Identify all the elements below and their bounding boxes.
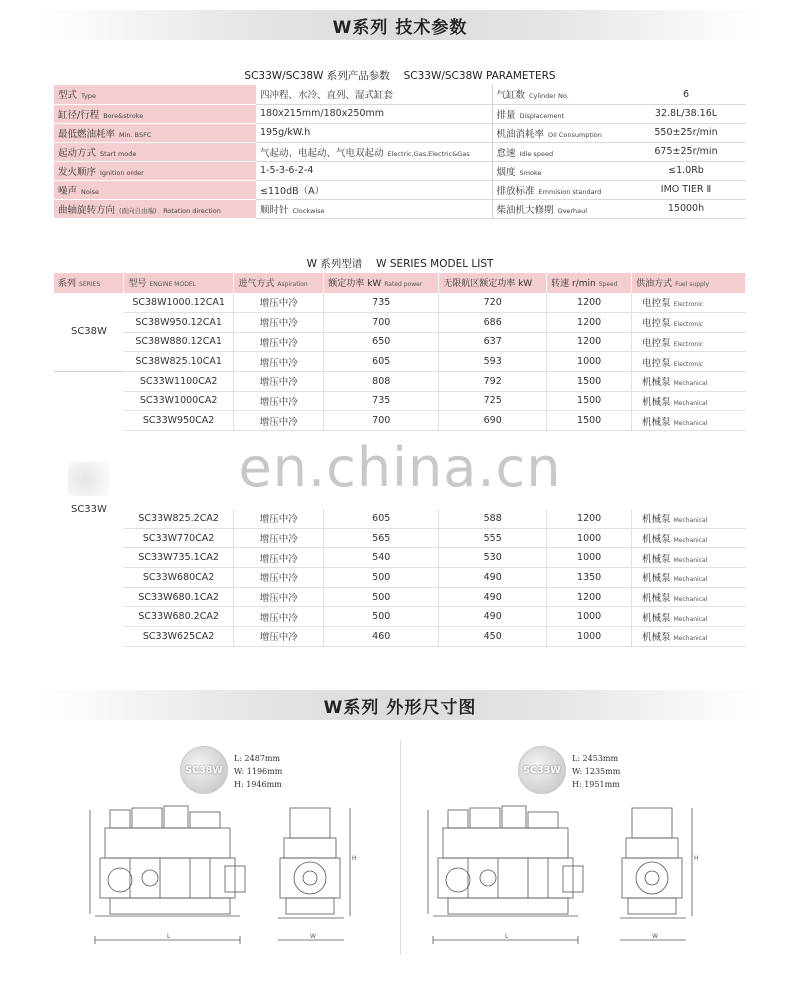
aspiration: 增压中冷 (234, 568, 324, 588)
fuel-supply-en: Electronic (673, 301, 704, 309)
engine-model: SC33W735.1CA2 (124, 548, 234, 568)
param-label (54, 104, 256, 123)
unlimited-power: 792 (439, 371, 547, 391)
fuel-supply-en: Mechanical (673, 517, 708, 525)
fuel-supply-en: Mechanical (673, 556, 708, 564)
engine-model: SC33W825.2CA2 (124, 509, 234, 529)
param-label-right-cn: 排量 (496, 109, 516, 121)
param-label-right (492, 104, 622, 123)
params-caption: SC33W/SC38W 系列产品参数 SC33W/SC38W PARAMETERS (244, 70, 556, 82)
rated-power: 460 (324, 627, 439, 647)
model-badge-sc38w: SC38W (180, 746, 228, 794)
column-header-en: SERIES (79, 281, 101, 289)
param-label (54, 180, 256, 199)
fuel-supply-cn: 机械泵 (642, 416, 671, 428)
column-header (124, 273, 234, 293)
param-label-right-en: Smoke (519, 168, 542, 177)
param-value-text: 195g/kW.h (260, 127, 311, 138)
param-label-right-en: Displacement (519, 111, 565, 120)
aspiration: 增压中冷 (234, 548, 324, 568)
fuel-supply-cn: 机械泵 (642, 612, 671, 624)
rated-power: 565 (324, 528, 439, 548)
param-label (54, 123, 256, 142)
speed: 1500 (547, 411, 632, 431)
fuel-supply-en: Mechanical (673, 399, 708, 407)
param-label-right-en: Oil Consumption (548, 130, 602, 139)
param-label-en: Noise (81, 187, 100, 196)
engine-front-view-sc38w (270, 800, 355, 955)
fuel-supply-cn: 机械泵 (642, 377, 671, 389)
rated-power: 500 (324, 568, 439, 588)
parameters-table (54, 85, 746, 219)
param-label-right (492, 123, 622, 142)
column-header-cn: 无限航区额定功率 kW (443, 279, 533, 290)
engine-model: SC33W625CA2 (124, 627, 234, 647)
aspiration: 增压中冷 (234, 371, 324, 391)
table-row (54, 391, 746, 411)
speed: 1000 (547, 627, 632, 647)
engine-model: SC33W950CA2 (124, 411, 234, 431)
dim-mark-l-2: L (505, 933, 509, 940)
rated-power: 605 (324, 509, 439, 529)
table-row (54, 607, 746, 627)
engine-model: SC33W680.1CA2 (124, 587, 234, 607)
dim-mark-w-2: W (652, 933, 658, 940)
unlimited-power: 450 (439, 627, 547, 647)
fuel-supply-cn: 机械泵 (642, 573, 671, 585)
engine-model: SC38W1000.12CA1 (124, 293, 234, 313)
table-row (54, 587, 746, 607)
fuel-supply-cn: 电控泵 (642, 318, 671, 330)
column-header-cn: 额定功率 kW (328, 279, 382, 290)
speed: 1200 (547, 332, 632, 352)
table-row (54, 312, 746, 332)
fuel-supply-en: Mechanical (673, 615, 708, 623)
watermark-text: en.china.cn (238, 436, 562, 499)
speed: 1000 (547, 528, 632, 548)
param-value (256, 85, 492, 104)
table-row (54, 371, 746, 391)
fuel-supply-cn: 机械泵 (642, 553, 671, 565)
engine-model: SC33W1100CA2 (124, 371, 234, 391)
param-value-right: 15000h (622, 199, 746, 218)
unlimited-power: 725 (439, 391, 547, 411)
param-label (54, 161, 256, 180)
engine-model: SC33W770CA2 (124, 528, 234, 548)
section-title-dimensions: W系列 外形尺寸图 (323, 697, 477, 718)
dim-mark-l: L (167, 933, 171, 940)
rated-power: 735 (324, 391, 439, 411)
column-header (439, 273, 547, 293)
param-label-right-cn: 怠速 (496, 147, 516, 159)
engine-side-view-sc38w (90, 800, 250, 955)
engine-model: SC38W950.12CA1 (124, 312, 234, 332)
unlimited-power: 593 (439, 352, 547, 372)
param-label-cn: 缸径/行程 (58, 109, 100, 121)
engine-model: SC33W680.2CA2 (124, 607, 234, 627)
param-value-en: Electric,Gas,Electric&Gas (387, 149, 470, 158)
param-label-right (492, 142, 622, 161)
speed: 1000 (547, 607, 632, 627)
param-label-en: (面向自由端) Rotation direction (119, 206, 221, 215)
param-label-right-en: Cylinder No. (529, 92, 569, 101)
rated-power: 540 (324, 548, 439, 568)
param-label-right (492, 180, 622, 199)
param-label-right-cn: 机油消耗率 (496, 128, 545, 140)
speed: 1500 (547, 391, 632, 411)
aspiration: 增压中冷 (234, 607, 324, 627)
param-label-right-en: Overhaul (557, 206, 588, 215)
column-header (324, 273, 439, 293)
aspiration: 增压中冷 (234, 312, 324, 332)
fuel-supply-en: Mechanical (673, 596, 708, 604)
fuel-supply-en: Mechanical (673, 419, 708, 427)
section-banner-parameters (42, 10, 758, 40)
param-value (256, 161, 492, 180)
aspiration: 增压中冷 (234, 352, 324, 372)
param-value (256, 142, 492, 161)
fuel-supply-cn: 电控泵 (642, 337, 671, 349)
speed: 1200 (547, 587, 632, 607)
speed: 1200 (547, 509, 632, 529)
aspiration: 增压中冷 (234, 509, 324, 529)
param-label-en: Ignition order (100, 168, 144, 177)
fuel-supply (632, 627, 746, 647)
fuel-supply (632, 509, 746, 529)
speed: 1200 (547, 293, 632, 313)
speed: 1200 (547, 312, 632, 332)
param-value-right: 675±25r/min (622, 142, 746, 161)
table-row (54, 509, 746, 529)
rated-power: 735 (324, 293, 439, 313)
table-row (54, 548, 746, 568)
table-row (54, 332, 746, 352)
param-row (54, 199, 746, 218)
fuel-supply-en: Electronic (673, 321, 704, 329)
engine-model: SC33W1000CA2 (124, 391, 234, 411)
fuel-supply-en: Mechanical (673, 576, 708, 584)
fuel-supply (632, 548, 746, 568)
fuel-supply (632, 352, 746, 372)
fuel-supply (632, 312, 746, 332)
dim-mark-h-2: H (694, 855, 699, 862)
param-label-en: Min. BSFC (119, 130, 152, 139)
rated-power: 500 (324, 587, 439, 607)
param-value-right: 6 (622, 85, 746, 104)
column-header-en: ENGINE MODEL (149, 281, 196, 289)
param-label (54, 142, 256, 161)
table-row (54, 352, 746, 372)
aspiration: 增压中冷 (234, 627, 324, 647)
fuel-supply (632, 528, 746, 548)
param-label-right-en: Emmision standard (538, 187, 602, 196)
fuel-supply (632, 332, 746, 352)
param-value-right: IMO TIER Ⅱ (622, 180, 746, 199)
series-sc33w: SC33W (70, 503, 107, 515)
column-header-en: Rated power (384, 281, 423, 289)
unlimited-power: 686 (439, 312, 547, 332)
param-row (54, 85, 746, 104)
model-badge-sc33w: SC33W (518, 746, 566, 794)
fuel-supply-en: Electronic (673, 340, 704, 348)
param-value (256, 104, 492, 123)
param-value-right: 550±25r/min (622, 123, 746, 142)
param-value-en: Clockwise (292, 206, 325, 215)
column-header (234, 273, 324, 293)
engine-model: SC33W680CA2 (124, 568, 234, 588)
param-label-right-cn: 气缸数 (496, 90, 526, 102)
column-header-cn: 转速 r/min (551, 279, 596, 290)
param-value-right: 32.8L/38.16L (622, 104, 746, 123)
rated-power: 808 (324, 371, 439, 391)
fuel-supply-en: Electronic (673, 360, 704, 368)
aspiration: 增压中冷 (234, 391, 324, 411)
fuel-supply (632, 411, 746, 431)
aspiration: 增压中冷 (234, 587, 324, 607)
param-value (256, 199, 492, 218)
unlimited-power: 720 (439, 293, 547, 313)
table-row (54, 627, 746, 647)
speed: 1350 (547, 568, 632, 588)
column-header-cn: 系列 (58, 279, 77, 290)
column-header-cn: 型号 (128, 279, 147, 290)
dimension-spec-sc33w: L: 2453mm W: 1235mm H: 1951mm (572, 754, 621, 789)
unlimited-power: 588 (439, 509, 547, 529)
aspiration: 增压中冷 (234, 293, 324, 313)
param-label-right (492, 85, 622, 104)
param-label-en: Type (81, 92, 96, 101)
param-value-text: 气起动、电起动、气电双起动 (260, 147, 384, 159)
param-row (54, 142, 746, 161)
rated-power: 605 (324, 352, 439, 372)
fuel-supply-cn: 机械泵 (642, 396, 671, 408)
param-label-right-cn: 烟度 (496, 166, 516, 178)
table-row (54, 411, 746, 431)
param-label-right-en: Idle speed (519, 149, 554, 158)
column-header-en: Aspiration (277, 281, 308, 289)
unlimited-power: 637 (439, 332, 547, 352)
section-title: W系列 技术参数 (332, 17, 468, 38)
models-caption: W 系列型谱 W SERIES MODEL LIST (306, 258, 494, 270)
param-label-cn: 曲轴旋转方向 (58, 204, 116, 216)
table-row (54, 528, 746, 548)
param-row (54, 104, 746, 123)
fuel-supply-cn: 机械泵 (642, 632, 671, 644)
param-row (54, 161, 746, 180)
fuel-supply (632, 371, 746, 391)
unlimited-power: 490 (439, 587, 547, 607)
column-header-en: Fuel supply (675, 281, 710, 289)
param-label (54, 85, 256, 104)
param-value-text: ≤110dB（A） (260, 185, 325, 197)
fuel-supply (632, 587, 746, 607)
series-sc38w: SC38W (54, 293, 124, 372)
table-row (54, 293, 746, 313)
param-value-text: 四冲程、水冷、直列、湿式缸套 (260, 90, 394, 102)
param-label (54, 199, 256, 218)
fuel-supply-cn: 机械泵 (642, 514, 671, 526)
unlimited-power: 490 (439, 568, 547, 588)
column-header (547, 273, 632, 293)
aspiration: 增压中冷 (234, 332, 324, 352)
speed: 1000 (547, 352, 632, 372)
fuel-supply (632, 293, 746, 313)
rated-power: 650 (324, 332, 439, 352)
param-label-right (492, 199, 622, 218)
aspiration: 增压中冷 (234, 411, 324, 431)
rated-power: 700 (324, 411, 439, 431)
param-label-cn: 最低燃油耗率 (58, 128, 116, 140)
param-value-right: ≤1.0Rb (622, 161, 746, 180)
dimension-spec-sc38w: L: 2487mm W: 1196mm H: 1946mm (234, 754, 283, 789)
param-label-cn: 发火顺序 (58, 166, 97, 178)
fuel-supply-cn: 电控泵 (642, 298, 671, 310)
fuel-supply-en: Mechanical (673, 635, 708, 643)
section-banner-dimensions (42, 690, 758, 720)
fuel-supply (632, 391, 746, 411)
column-header-cn: 进气方式 (238, 279, 275, 290)
param-value (256, 180, 492, 199)
column-header (54, 273, 124, 293)
param-label-cn: 噪声 (58, 185, 78, 197)
aspiration: 增压中冷 (234, 528, 324, 548)
param-label-right (492, 161, 622, 180)
fuel-supply-cn: 电控泵 (642, 357, 671, 369)
param-value-text: 顺时针 (260, 204, 289, 216)
param-row (54, 123, 746, 142)
dim-mark-w: W (310, 933, 316, 940)
rated-power: 700 (324, 312, 439, 332)
column-header (632, 273, 746, 293)
rated-power: 500 (324, 607, 439, 627)
fuel-supply-en: Mechanical (673, 380, 708, 388)
fuel-supply (632, 607, 746, 627)
table-row (54, 568, 746, 588)
fuel-supply-cn: 机械泵 (642, 534, 671, 546)
column-header-cn: 供油方式 (636, 279, 673, 290)
unlimited-power: 555 (439, 528, 547, 548)
param-label-right-cn: 柴油机大修期 (496, 204, 554, 216)
unlimited-power: 490 (439, 607, 547, 627)
param-value-text: 1-5-3-6-2-4 (260, 165, 314, 176)
param-label-en: Bore&stroke (103, 111, 144, 120)
unlimited-power: 530 (439, 548, 547, 568)
param-value-text: 180x215mm/180x250mm (260, 108, 384, 119)
param-label-right-cn: 排放标准 (496, 185, 535, 197)
engine-front-view-sc33w (612, 800, 697, 955)
speed: 1500 (547, 371, 632, 391)
unlimited-power: 690 (439, 411, 547, 431)
engine-model: SC38W880.12CA1 (124, 332, 234, 352)
dim-mark-h: H (352, 855, 357, 862)
param-value (256, 123, 492, 142)
param-label-cn: 型式 (58, 90, 78, 102)
speed: 1000 (547, 548, 632, 568)
engine-side-view-sc33w (428, 800, 588, 955)
fuel-supply-en: Mechanical (673, 537, 708, 545)
column-header-en: Speed (598, 281, 618, 289)
engine-model: SC38W825.10CA1 (124, 352, 234, 372)
fuel-supply (632, 568, 746, 588)
param-label-cn: 起动方式 (58, 147, 97, 159)
fuel-supply-cn: 机械泵 (642, 593, 671, 605)
param-row (54, 180, 746, 199)
panel-divider (400, 740, 401, 955)
param-label-en: Start mode (100, 149, 137, 158)
